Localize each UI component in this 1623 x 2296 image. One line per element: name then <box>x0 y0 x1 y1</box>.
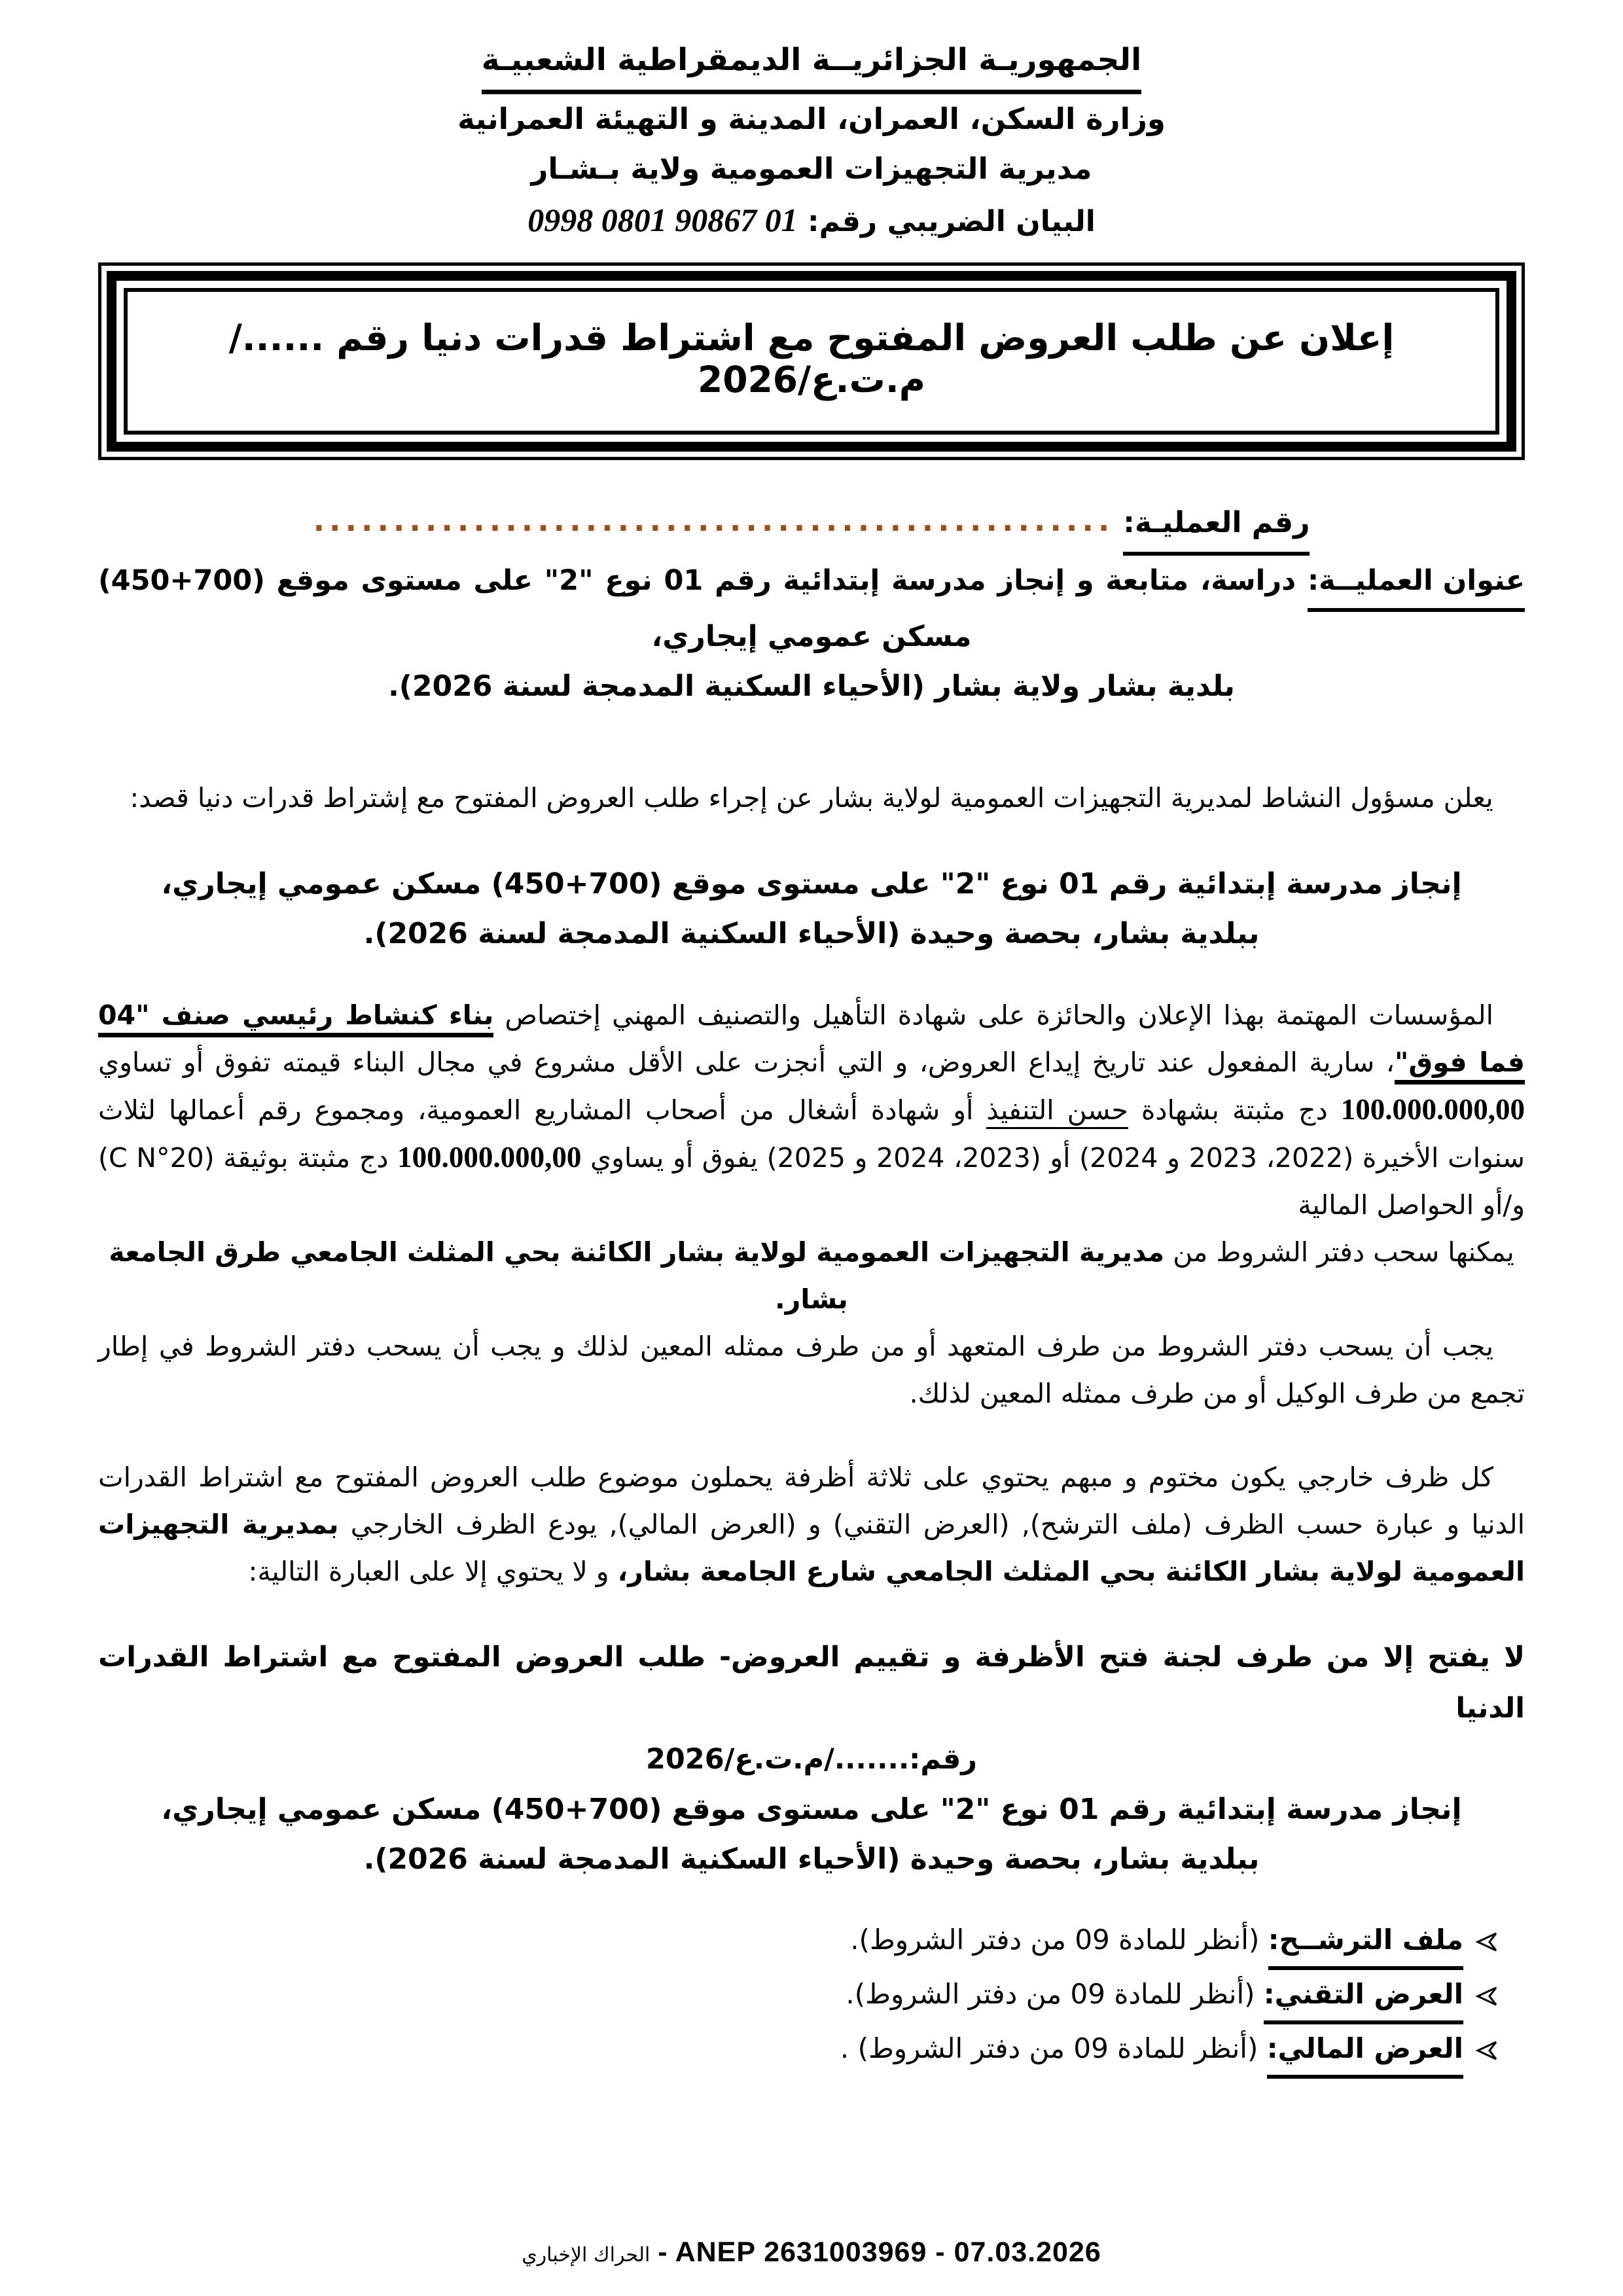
eligibility-text-5: دج مثبتة بوثيقة (C N°20) و/أو الحواصل المالية <box>98 1142 1525 1221</box>
eligibility-text-2: ، سارية المفعول عند تاريخ إيداع العروض، و التي أنجزت على الأقل مشروع في مجال البناء قيمته تفوق أو تساوي <box>98 1047 1395 1078</box>
footer-source: الحراك الإخباري <box>522 2244 651 2267</box>
envelope-text-2: و لا يحتوي إلا على العبارة التالية: <box>248 1556 618 1587</box>
opening-note-line2: رقم:......./م.ت.ع/2026 <box>645 1743 978 1776</box>
eligibility-specialty: بناء كنشاط رئيسي صنف "04 فما فوق" <box>98 999 1525 1085</box>
withdrawal-paragraph-2: يجب أن يسحب دفتر الشروط من طرف المتعهد أو من طرف ممثله المعين لذلك و يجب أن يسحب دفتر الشروط في إطار تجمع من طرف الوكيل أو من طرف ممثله المعين لذلك. <box>98 1331 1525 1409</box>
directorate-title: مديرية التجهيزات العمومية ولاية بـشـار <box>531 151 1092 186</box>
withdrawal-text-1: يمكنها سحب دفتر الشروط من <box>1164 1236 1514 1268</box>
ministry-title: وزارة السكن، العمران، المدينة و التهيئة العمرانية <box>457 101 1166 136</box>
arrow-bullet-icon <box>1475 1918 1499 1967</box>
opening-note-line1: لا يفتح إلا من طرف لجنة فتح الأظرفة و تقييم العروض- طلب العروض المفتوح مع اشتراط القدرات الدنيا <box>98 1641 1525 1725</box>
withdrawal-paragraph-1 <box>98 1229 1525 1323</box>
announcement-paragraph: يعلن مسؤول النشاط لمديرية التجهيزات العمومية لولاية بشار عن إجراء طلب العروض المفتوح مع إشتراط قدرات دنيا قصد: <box>130 782 1493 814</box>
envelope-paragraph <box>98 1454 1525 1595</box>
footer-anep-reference: ANEP 2631003969 - 07.03.2026 <box>675 2236 1101 2268</box>
page-footer <box>0 2236 1623 2269</box>
eligibility-paragraph <box>98 992 1525 1229</box>
notice-frame-outer <box>98 262 1525 460</box>
offer-line <box>840 2024 1463 2079</box>
operation-title-line2: مسكن عمومي إيجاري، <box>651 620 972 653</box>
project-title-line1: إنجاز مدرسة إبتدائية رقم 01 نوع "2" على مستوى موقع (700+450) مسكن عمومي إيجاري، <box>161 867 1462 901</box>
envelope-text-1: كل ظرف خارجي يكون مختوم و مبهم يحتوي على ثلاثة أظرفة يحملون موضوع طلب العروض المفتوح مع اشتراط القدرات الدنيا و عبارة حسب الظرف (ملف الترشح), (العرض التقني) و (العرض المالي), يودع الظرف الخارجي <box>98 1462 1525 1540</box>
tax-statement-line <box>98 194 1525 248</box>
operation-number-row <box>98 494 1525 556</box>
eligibility-amount-2: 100.000.000,00 <box>397 1141 582 1174</box>
offer-label: العرض المالي: <box>1267 2024 1463 2079</box>
eligibility-amount-1: 100.000.000,00 <box>1340 1093 1525 1126</box>
offer-label: ملف الترشــح: <box>1268 1916 1463 1970</box>
arrow-bullet-icon <box>1475 2027 1499 2075</box>
offer-text: (أنظر للمادة 09 من دفتر الشروط) . <box>840 2032 1267 2064</box>
eligibility-text-4: أو شهادة أشغال من أصحاب المشاريع العمومية، ومجموع رقم أعمالها لثلاث سنوات الأخيرة (2022، 2023 و 2024) أو (2023، 2024 و 2025) يفوق أو يساوي <box>98 1094 1525 1174</box>
offer-text: (أنظر للمادة 09 من دفتر الشروط). <box>846 1978 1264 2010</box>
withdrawal-address-bold: مديرية التجهيزات العمومية لولاية بشار الكائنة بحي المثلث الجامعي طرق الجامعة بشار. <box>109 1236 1165 1315</box>
project-repeat-line1: إنجاز مدرسة إبتدائية رقم 01 نوع "2" على مستوى موقع (700+450) مسكن عمومي إيجاري، <box>161 1793 1462 1826</box>
offer-line <box>846 1970 1463 2024</box>
offer-item-financial <box>98 2024 1499 2079</box>
operation-title-text: دراسة، متابعة و إنجاز مدرسة إبتدائية رقم 01 نوع "2" على مستوى موقع (700+450) <box>98 564 1296 597</box>
offer-item-candidacy <box>98 1916 1499 1970</box>
tax-statement-number: 01 90867 0801 0998 <box>527 202 798 238</box>
document-header <box>98 36 1525 248</box>
arrow-bullet-icon <box>1475 1973 1499 2021</box>
offer-line <box>850 1916 1463 1970</box>
operation-title-line3: بلدية بشار ولاية بشار (الأحياء السكنية المدمجة لسنة 2026). <box>388 670 1235 703</box>
offers-list <box>98 1916 1525 2079</box>
tax-statement-label: البيان الضريبي رقم: <box>797 205 1096 238</box>
project-repeat-line2: ببلدية بشار، بحصة وحيدة (الأحياء السكنية المدمجة لسنة 2026). <box>363 1842 1260 1876</box>
project-title-line2: ببلدية بشار، بحصة وحيدة (الأحياء السكنية المدمجة لسنة 2026). <box>363 917 1260 950</box>
footer-separator: - <box>650 2236 675 2268</box>
notice-title: إعلان عن طلب العروض المفتوح مع اشتراط قدرات دنيا رقم ....../م.ت.ع/2026 <box>228 317 1395 401</box>
eligibility-text-1: المؤسسات المهتمة بهذا الإعلان والحائزة على شهادة التأهيل والتصنيف المهني إختصاص <box>493 999 1493 1031</box>
operation-title-row <box>98 556 1525 612</box>
operation-number-label: رقم العمليـة: <box>1123 497 1310 556</box>
offer-label: العرض التقني: <box>1264 1970 1463 2024</box>
notice-frame-middle <box>107 271 1516 452</box>
offer-item-technical <box>98 1970 1499 2024</box>
republic-title-text: الجمهوريـة الجزائريــة الديمقراطية الشعبيـة <box>482 36 1141 94</box>
operation-number-dots: .................................................. <box>313 503 1115 538</box>
eligibility-text-3: دج مثبتة بشهادة <box>1128 1094 1341 1126</box>
operation-title-label: عنوان العمليــة: <box>1308 556 1525 612</box>
offer-text: (أنظر للمادة 09 من دفتر الشروط). <box>850 1924 1268 1956</box>
envelope-address-bold: بمديرية التجهيزات العمومية لولاية بشار الكائنة بحي المثلث الجامعي شارع الجامعة بشار، <box>98 1509 1525 1587</box>
eligibility-good-execution: حسن التنفيذ <box>986 1094 1128 1129</box>
republic-title <box>98 36 1525 94</box>
notice-frame-inner <box>124 288 1499 435</box>
